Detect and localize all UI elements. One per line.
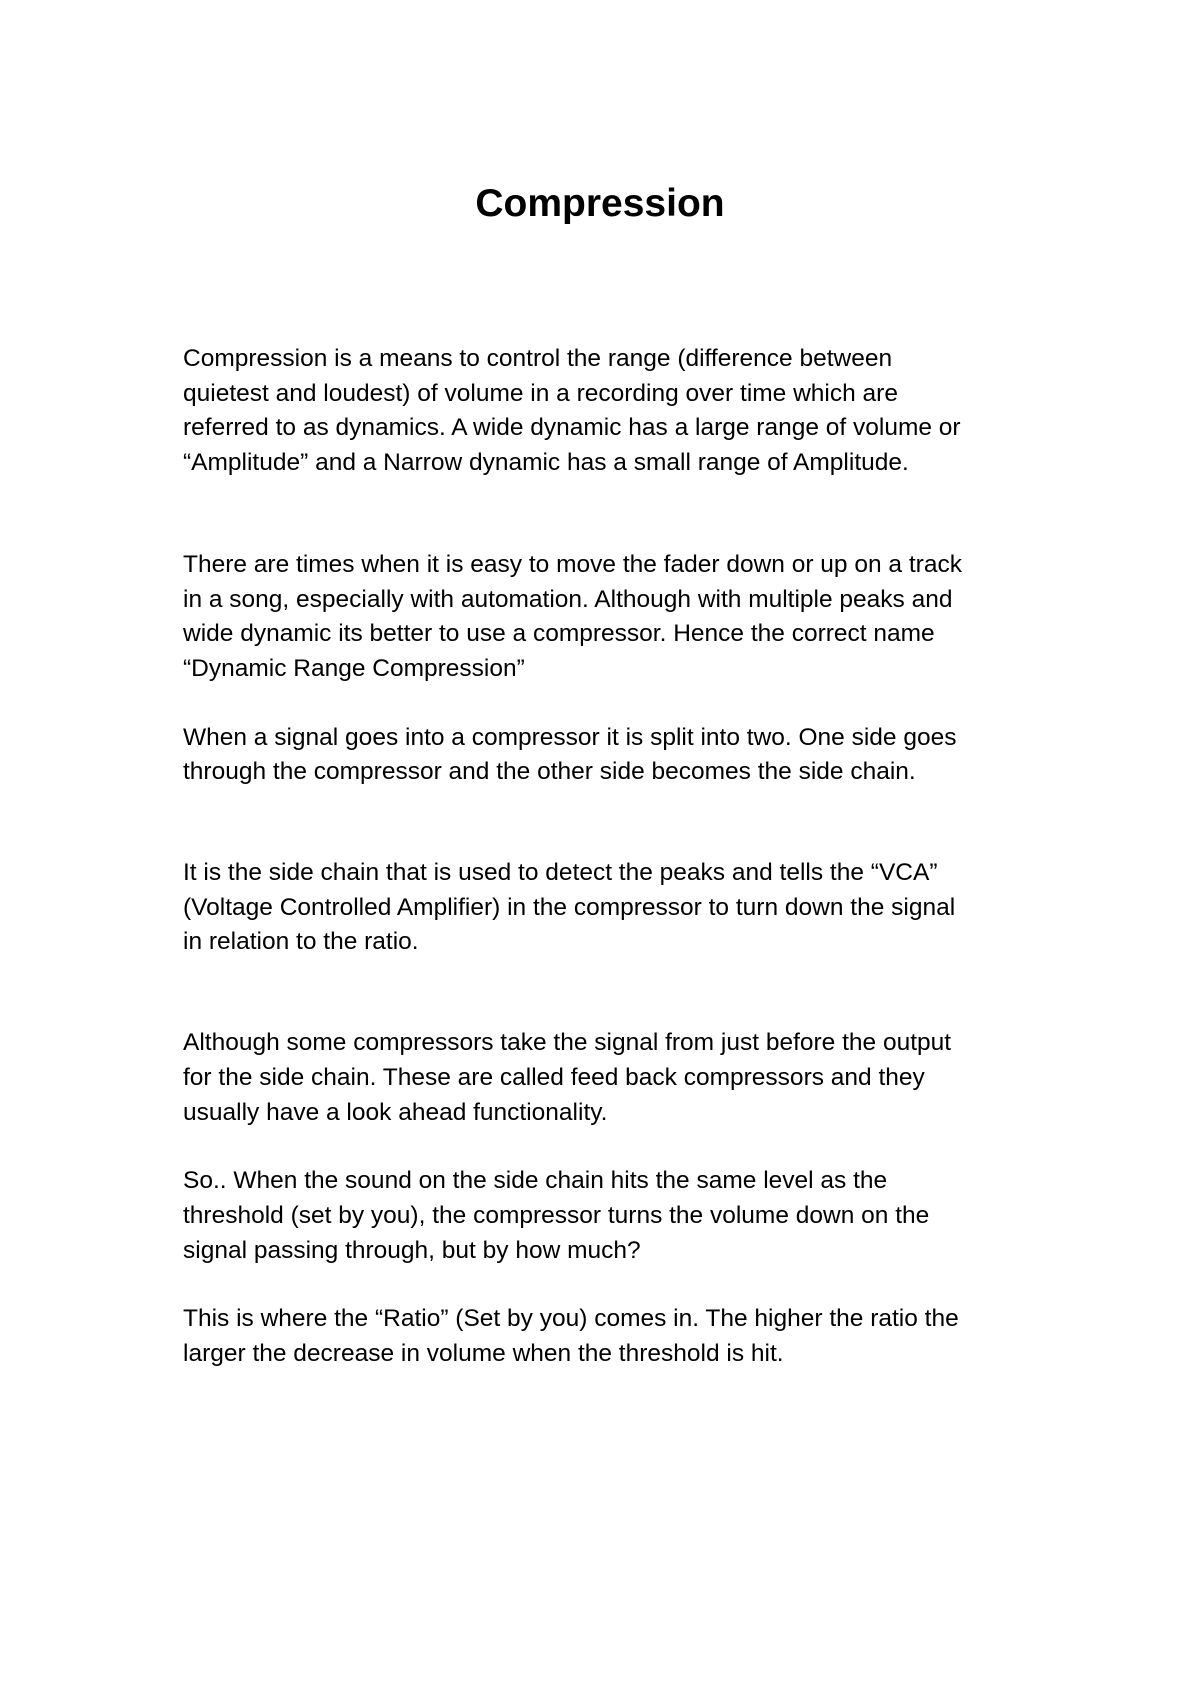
paragraph-3: When a signal goes into a compressor it is split into two. One side goes through the compressor and the other side becomes the side chain. <box>183 723 957 786</box>
paragraph-4: It is the side chain that is used to detect the peaks and tells the “VCA” (Voltage Controlled Amplifier) in the compressor to turn down the signal in relation to the ratio. <box>183 859 956 956</box>
page-title: Compression <box>475 182 725 225</box>
paragraph-6: So.. When the sound on the side chain hits the same level as the threshold (set by you), the compressor turns the volume down on the signal passing through, but by how much? <box>183 1167 930 1264</box>
paragraph-7: This is where the “Ratio” (Set by you) comes in. The higher the ratio the larger the decrease in volume when the threshold is hit. <box>183 1305 959 1368</box>
paragraph-spacer <box>183 1268 1063 1302</box>
document-body <box>183 342 1063 1372</box>
paragraph-spacer <box>183 790 1063 856</box>
paragraph-spacer <box>183 1130 1063 1164</box>
paragraph-2: There are times when it is easy to move the fader down or up on a track in a song, especially with automation. Although with multiple peaks and wide dynamic its better to use a compressor. Hence the correct name “Dynamic Range Compression” <box>183 550 962 682</box>
paragraph-spacer <box>183 960 1063 1026</box>
paragraph-spacer <box>183 687 1063 721</box>
paragraph-5: Although some compressors take the signal from just before the output for the side chain. These are called feed back compressors and they usually have a look ahead functionality. <box>183 1029 952 1126</box>
paragraph-1: Compression is a means to control the range (difference between quietest and loudest) of volume in a recording over time which are referred to as dynamics. A wide dynamic has a large range of volume or “Amplitude” and a Narrow dynamic has a small range of Amplitude. <box>183 345 961 477</box>
paragraph-spacer <box>183 481 1063 548</box>
